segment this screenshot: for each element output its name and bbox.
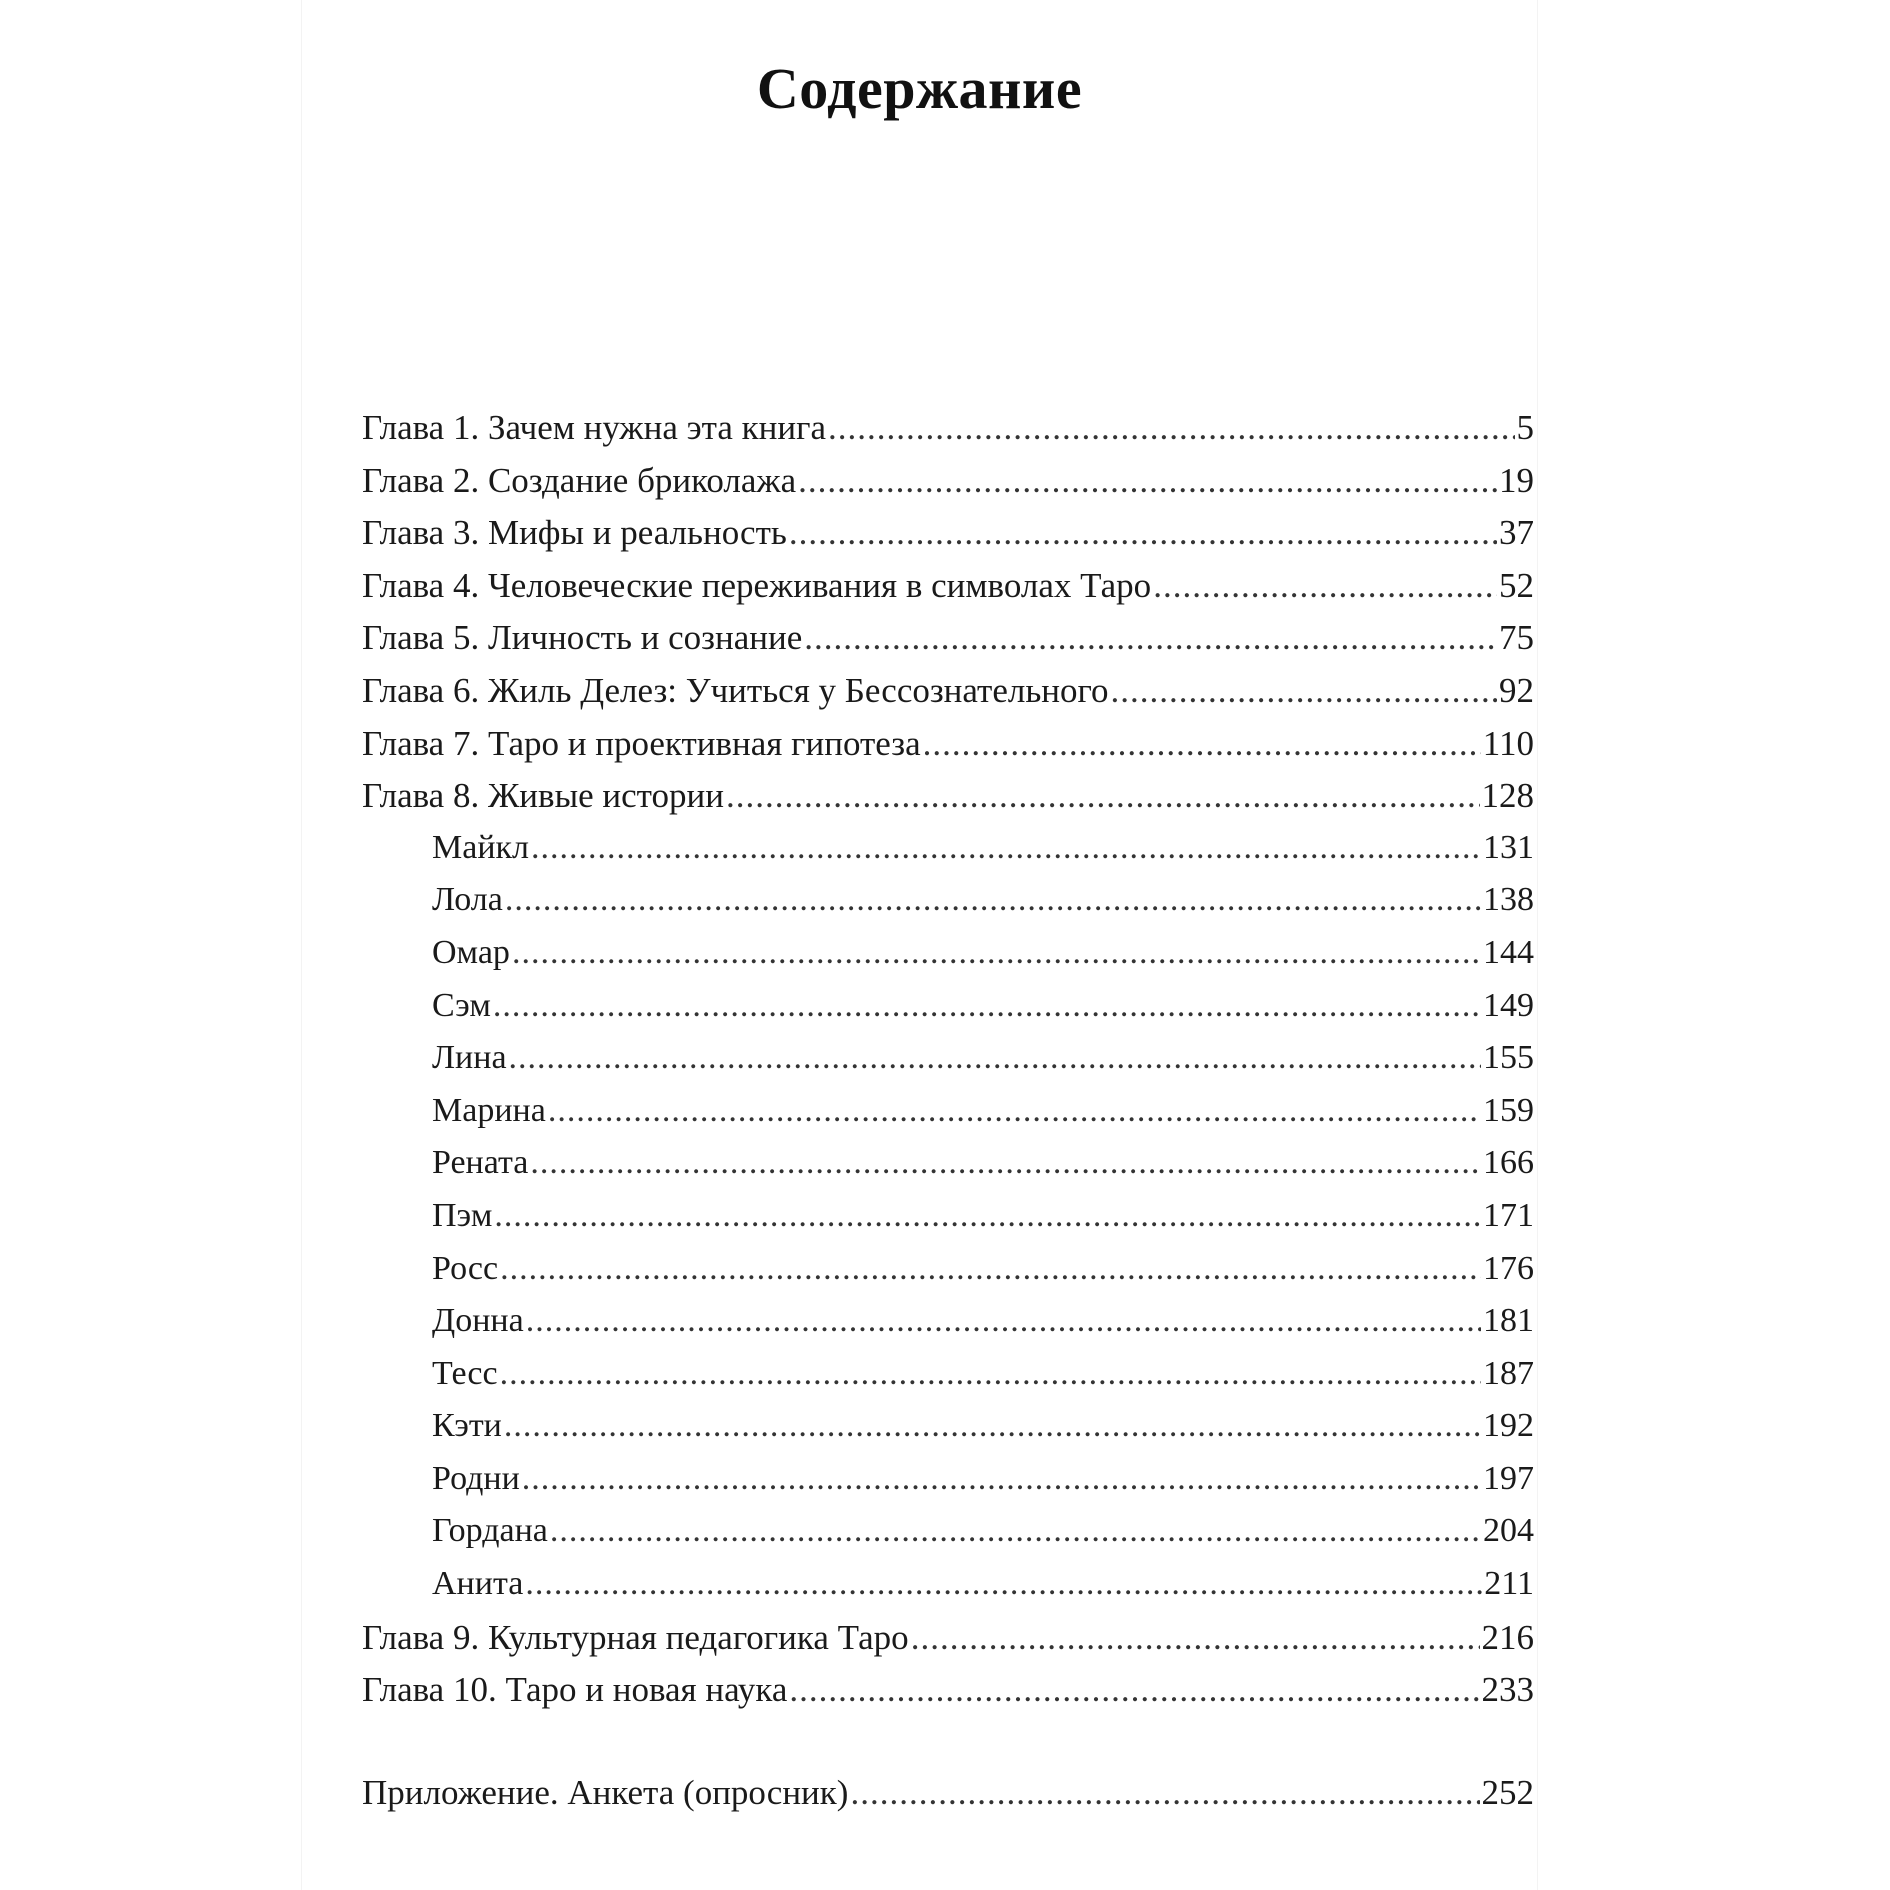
toc-entry-chapter-1 bbox=[362, 408, 1534, 461]
toc-subentry bbox=[362, 1407, 1534, 1460]
toc-entry-chapter-3 bbox=[362, 513, 1534, 566]
toc-entry-page: 149 bbox=[1483, 986, 1534, 1024]
toc-entry-page: 110 bbox=[1482, 723, 1534, 763]
toc-subentry bbox=[362, 1144, 1534, 1197]
dot-leader bbox=[505, 881, 1481, 919]
dot-leader bbox=[526, 1302, 1481, 1340]
toc-subentry bbox=[362, 1197, 1534, 1250]
dot-leader bbox=[798, 461, 1497, 501]
dot-leader bbox=[1111, 671, 1497, 711]
toc-entry-chapter-4 bbox=[362, 566, 1534, 619]
toc-entry-page: 37 bbox=[1499, 513, 1534, 553]
toc-entry-page: 187 bbox=[1483, 1354, 1534, 1392]
toc-entry-label: Глава 9. Культурная педагогика Таро bbox=[362, 1617, 909, 1657]
toc-entry-label: Марина bbox=[432, 1091, 546, 1129]
toc-entry-page: 75 bbox=[1499, 618, 1534, 658]
toc-subentry bbox=[362, 881, 1534, 934]
toc-entry-page: 128 bbox=[1481, 776, 1534, 816]
toc-subentry bbox=[362, 987, 1534, 1040]
toc-entry-label: Глава 3. Мифы и реальность bbox=[362, 513, 787, 553]
toc-subentry bbox=[362, 1039, 1534, 1092]
toc-entry-label: Росс bbox=[432, 1249, 499, 1287]
toc-entry-label: Тесс bbox=[432, 1354, 498, 1392]
toc-entry-label: Глава 10. Таро и новая наука bbox=[362, 1670, 788, 1710]
toc-entry-page: 92 bbox=[1499, 670, 1534, 710]
toc-entry-label: Глава 2. Создание бриколажа bbox=[362, 460, 797, 500]
book-page bbox=[302, 0, 1537, 1890]
toc-entry-page: 144 bbox=[1483, 933, 1534, 971]
toc-entry-page: 159 bbox=[1483, 1091, 1534, 1129]
toc-entry-page: 138 bbox=[1483, 881, 1534, 919]
toc-entry-label: Приложение. Анкета (опросник) bbox=[362, 1772, 849, 1812]
toc-entry-chapter-9 bbox=[362, 1618, 1534, 1671]
toc-entry-label: Глава 1. Зачем нужна эта книга bbox=[362, 408, 827, 447]
toc-entry-label: Омар bbox=[432, 933, 510, 971]
dot-leader bbox=[504, 1407, 1481, 1445]
dot-leader bbox=[550, 1512, 1481, 1550]
toc-entry-page: 5 bbox=[1516, 408, 1534, 447]
dot-leader bbox=[530, 1144, 1481, 1182]
toc-subentry bbox=[362, 829, 1534, 882]
dot-leader bbox=[525, 1565, 1482, 1603]
toc-entry-chapter-2 bbox=[362, 461, 1534, 514]
toc-entry-label: Глава 5. Личность и сознание bbox=[362, 618, 803, 658]
dot-leader bbox=[493, 987, 1481, 1025]
dot-leader bbox=[509, 1039, 1481, 1077]
dot-leader bbox=[850, 1773, 1479, 1813]
toc-subentry bbox=[362, 1460, 1534, 1513]
toc-entry-label: Глава 4. Человеческие переживания в символах Таро bbox=[362, 565, 1152, 605]
toc-subentry bbox=[362, 1302, 1534, 1355]
table-of-contents bbox=[362, 408, 1534, 1825]
toc-entry-label: Глава 8. Живые истории bbox=[362, 776, 724, 816]
toc-entry-chapter-5 bbox=[362, 618, 1534, 671]
toc-entry-page: 211 bbox=[1484, 1565, 1534, 1603]
toc-entry-label: Пэм bbox=[432, 1196, 493, 1234]
toc-entry-appendix bbox=[362, 1773, 1534, 1826]
dot-leader bbox=[500, 1355, 1481, 1393]
toc-entry-page: 155 bbox=[1483, 1039, 1534, 1077]
toc-entry-page: 19 bbox=[1499, 460, 1534, 500]
dot-leader bbox=[1153, 566, 1497, 606]
toc-entry-page: 52 bbox=[1499, 565, 1534, 605]
toc-subentry bbox=[362, 1092, 1534, 1145]
toc-entry-page: 252 bbox=[1481, 1772, 1534, 1812]
toc-subentry bbox=[362, 934, 1534, 987]
toc-entry-page: 166 bbox=[1483, 1144, 1534, 1182]
dot-leader bbox=[804, 618, 1497, 658]
toc-entry-label: Гордана bbox=[432, 1512, 548, 1550]
toc-entry-page: 181 bbox=[1483, 1302, 1534, 1340]
toc-entry-page: 216 bbox=[1481, 1617, 1534, 1657]
toc-entry-page: 192 bbox=[1483, 1407, 1534, 1445]
toc-entry-label: Майкл bbox=[432, 828, 530, 866]
toc-entry-label: Кэти bbox=[432, 1407, 502, 1445]
toc-entry-page: 131 bbox=[1483, 828, 1534, 866]
dot-leader bbox=[789, 1670, 1479, 1710]
dot-leader bbox=[548, 1092, 1481, 1130]
dot-leader bbox=[531, 829, 1481, 867]
toc-entry-label: Сэм bbox=[432, 986, 491, 1024]
toc-entry-chapter-6 bbox=[362, 671, 1534, 724]
toc-subentry bbox=[362, 1355, 1534, 1408]
toc-entry-label: Рената bbox=[432, 1144, 529, 1182]
toc-subentry bbox=[362, 1565, 1534, 1618]
dot-leader bbox=[923, 724, 1481, 764]
dot-leader bbox=[512, 934, 1481, 972]
toc-subentry bbox=[362, 1512, 1534, 1565]
toc-entry-label: Лола bbox=[432, 881, 503, 919]
toc-subentry bbox=[362, 1250, 1534, 1303]
dot-leader bbox=[911, 1618, 1480, 1658]
dot-leader bbox=[494, 1197, 1481, 1235]
toc-entry-label: Глава 6. Жиль Делез: Учиться у Бессознательного bbox=[362, 670, 1109, 710]
toc-entry-page: 171 bbox=[1483, 1196, 1534, 1234]
toc-entry-chapter-7 bbox=[362, 724, 1534, 777]
toc-entry-label: Донна bbox=[432, 1302, 524, 1340]
toc-entry-chapter-8 bbox=[362, 776, 1534, 829]
dot-leader bbox=[522, 1460, 1481, 1498]
dot-leader bbox=[789, 513, 1497, 553]
page-title: Содержание bbox=[756, 56, 1083, 121]
toc-entry-label: Лина bbox=[432, 1039, 507, 1077]
toc-entry-label: Глава 7. Таро и проективная гипотеза bbox=[362, 723, 921, 763]
dot-leader bbox=[500, 1250, 1481, 1288]
dot-leader bbox=[828, 408, 1514, 448]
toc-entry-page: 176 bbox=[1483, 1249, 1534, 1287]
toc-entry-page: 233 bbox=[1481, 1670, 1534, 1710]
dot-leader bbox=[726, 776, 1480, 816]
toc-entry-label: Анита bbox=[432, 1565, 524, 1603]
toc-entry-chapter-10 bbox=[362, 1670, 1534, 1723]
toc-entry-label: Родни bbox=[432, 1459, 520, 1497]
toc-entry-page: 204 bbox=[1483, 1512, 1534, 1550]
toc-entry-page: 197 bbox=[1483, 1459, 1534, 1497]
